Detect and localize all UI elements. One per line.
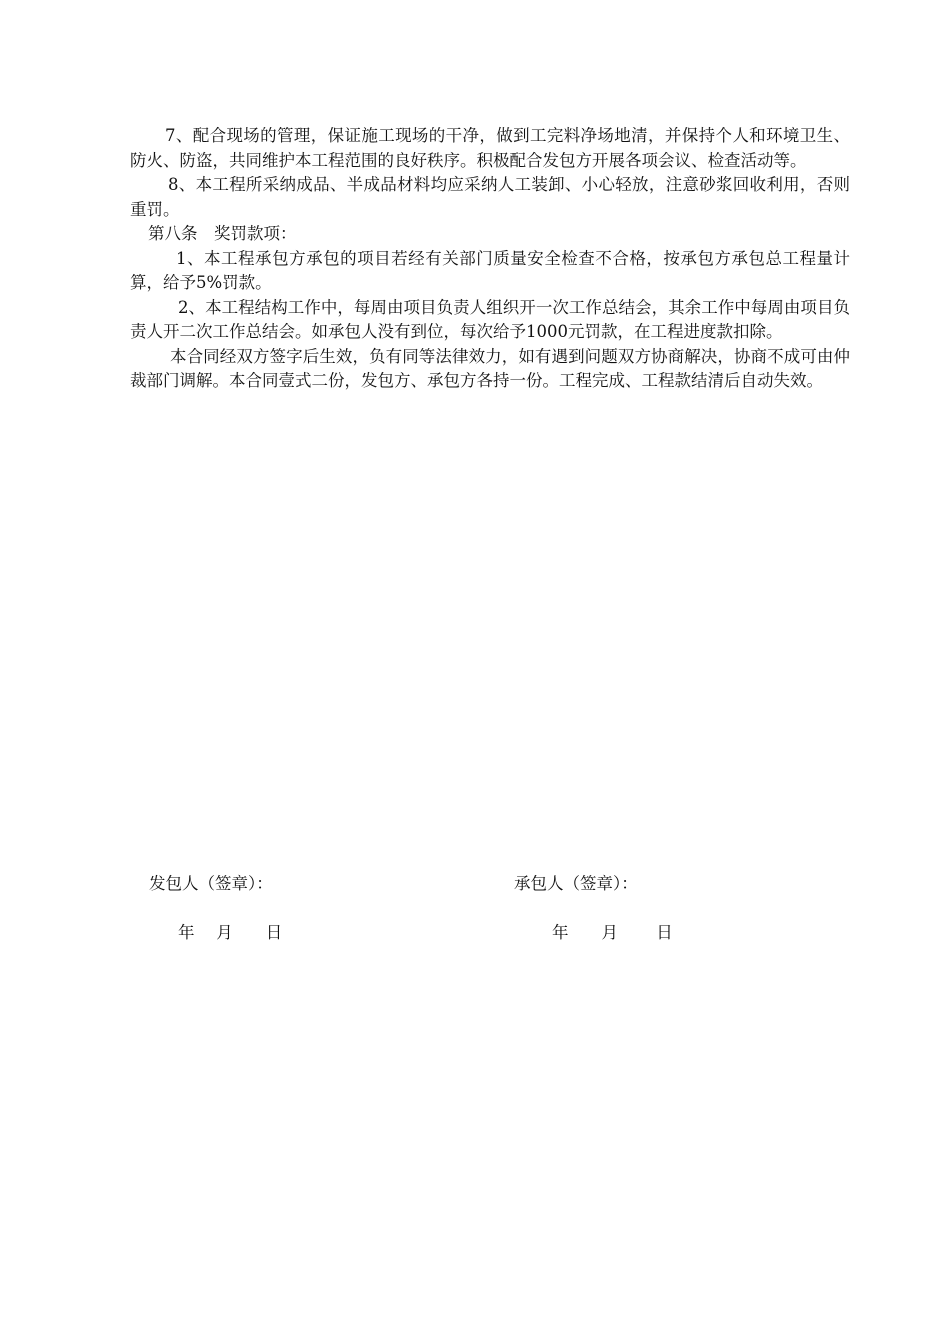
penalty-item-1: 1、本工程承包方承包的项目若经有关部门质量安全检查不合格，按承包方承包总工程量计算，给予5%罚款。 [130, 248, 850, 292]
party-b-signature-label: 承包人（签章）： [514, 874, 638, 893]
clause-7: 7、配合现场的管理，保证施工现场的干净，做到工完料净场地清，并保持个人和环境卫生、防火、防盗，共同维护本工程范围的良好秩序。积极配合发包方开展各项会议、检查活动等。 [130, 126, 850, 170]
clause-8: 8、本工程所采纳成品、半成品材料均应采纳人工装卸、小心轻放，注意砂浆回收利用，否则重罚。 [130, 175, 850, 219]
contract-effect-clause: 本合同经双方签字后生效，负有同等法律效力，如有遇到问题双方协商解决，协商不成可由仲裁部门调解。本合同壹式二份，发包方、承包方各持一份。工程完成、工程款结清后自动失效。 [130, 346, 850, 390]
penalty-item-2: 2、本工程结构工作中，每周由项目负责人组织开一次工作总结会，其余工作中每周由项目负责人开二次工作总结会。如承包人没有到位，每次给予1000元罚款，在工程进度款扣除。 [130, 297, 850, 341]
contract-body [130, 124, 850, 394]
party-a-signature-label: 发包人（签章）： [149, 874, 273, 893]
party-b-date: 年 月 日 [552, 923, 673, 942]
article-8-heading: 第八条 奖罚款项： [148, 224, 297, 243]
party-a-date: 年 月 日 [178, 923, 283, 942]
